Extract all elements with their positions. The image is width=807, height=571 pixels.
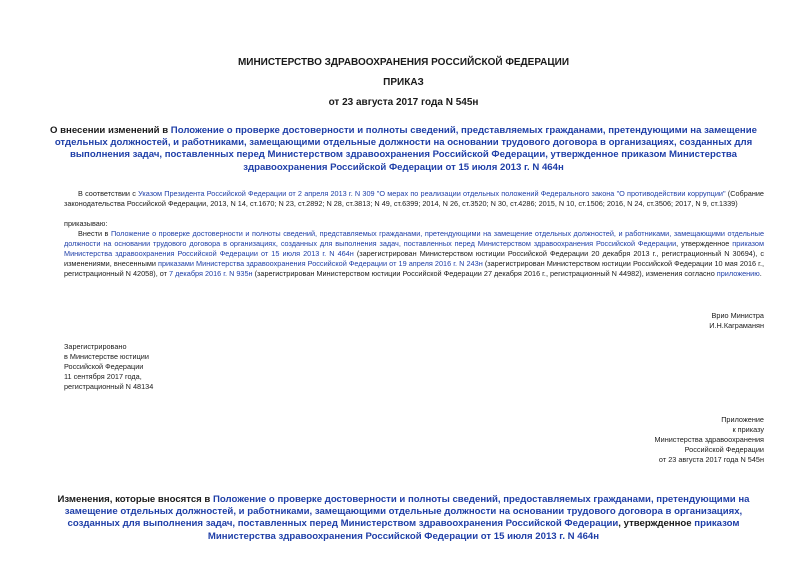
appendix-line: Российской Федерации: [684, 445, 764, 454]
order-text-1: , утвержденное: [676, 239, 733, 248]
ministry-heading: МИНИСТЕРСТВО ЗДРАВООХРАНЕНИЯ РОССИЙСКОЙ ФЕДЕРАЦИИ: [237, 57, 570, 68]
order-464n-link[interactable]: приказом Министерства здравоохранения Российской Федерации от 15 июля 2013 г. N 464н: [64, 239, 765, 258]
registration-line: регистрационный N 48134: [64, 382, 154, 391]
appendix-line: Приложение: [721, 415, 764, 424]
appendix-block: [655, 415, 764, 465]
order-title: [48, 125, 759, 174]
signatory-position: Врио Министра: [711, 311, 764, 320]
preamble-prefix: В соответствии с: [78, 189, 139, 198]
document-type: ПРИКАЗ: [383, 77, 424, 88]
registration-block: [64, 342, 153, 392]
registration-line: 11 сентября 2017 года,: [64, 372, 142, 381]
order-text-3: (зарегистрирован Министерством юстиции Российской Федерации 10 мая 2016 г., регистрационный N 42058), от: [64, 259, 764, 278]
appendix-line: Министерства здравоохранения: [654, 435, 764, 444]
title-prefix: О внесении изменений в: [50, 125, 171, 136]
regulation-link-3[interactable]: Положение о проверке достоверности и полноты сведений, предоставляемых гражданами, претендующими на замещение отдельных должностей, и работниками, замещающими отдельные должности на основании трудового договора в организациях, созданных для выполнения задач, поставленных перед Министерством здравоохранения Российской Федерации: [64, 494, 750, 530]
order-464n-link-2[interactable]: приказом Министерства здравоохранения Российской Федерации от 15 июля 2013 г. N 464н: [207, 518, 740, 542]
appendix-link[interactable]: приложению: [716, 269, 760, 278]
order-keyword: приказываю:: [64, 219, 108, 228]
preamble-suffix: (Собрание законодательства Российской Федерации, 2013, N 14, ст.1670; N 23, ст.2892; N 28, ст.3813; N 49, ст.6399; 2014, N 26, ст.3520; N 30, ст.4286; 2015, N 10, ст.1506; 2016, N 24, ст.3506; 2017, N 9, ст.1339): [64, 189, 764, 208]
signatory-name: И.Н.Каграманян: [709, 321, 764, 330]
order-date-number: от 23 августа 2017 года N 545н: [328, 97, 479, 108]
appendix-line: к приказу: [732, 425, 764, 434]
registration-line: Зарегистрировано: [64, 342, 127, 351]
order-243n-link[interactable]: приказами Министерства здравоохранения Российской Федерации от 19 апреля 2016 г. N 243н: [158, 259, 483, 268]
order-text-end: .: [759, 269, 762, 278]
preamble-paragraph: [64, 189, 764, 209]
presidential-decree-link[interactable]: Указом Президента Российской Федерации от 2 апреля 2013 г. N 309 "О мерах по реализации отдельных положений Федерального закона "О противодействии коррупции": [138, 189, 726, 198]
registration-line: Российской Федерации: [64, 362, 144, 371]
order-text-4: (зарегистрирован Министерством юстиции Российской Федерации 27 декабря 2016 г., регистрационный N 44982), изменения согласно: [252, 269, 717, 278]
order-paragraph: [64, 229, 764, 279]
regulation-link-2[interactable]: Положение о проверке достоверности и полноты сведений, представляемых гражданами, претендующими на замещение отдельных должностей, и работниками, замещающими отдельные должности на основании трудового договора в организациях, созданных для выполнения задач, поставленных перед Министерством здравоохранения Российской Федерации: [64, 229, 765, 248]
order-text-2: (зарегистрирован Министерством юстиции Российской Федерации 20 декабря 2013 г., регистрационный N 30694), с изменениями, внесенными: [64, 249, 764, 268]
appendix-title-mid: , утвержденное: [618, 518, 695, 530]
appendix-title: [48, 494, 759, 543]
order-935n-link[interactable]: 7 декабря 2016 г. N 935н: [169, 269, 253, 278]
appendix-title-prefix: Изменения, которые вносятся в: [57, 494, 213, 505]
signature-block: [709, 311, 764, 331]
regulation-link[interactable]: Положение о проверке достоверности и полноты сведений, представляемых гражданами, претендующими на замещение отдельных должностей, и работниками, замещающими отдельные должности на основании трудового договора в организациях, созданных для выполнения задач, поставленных перед Министерством здравоохранения Российской Федерации, утвержденное приказом Министерства здравоохранения Российской Федерации от 15 июля 2013 г. N 464н: [54, 125, 757, 173]
appendix-line: от 23 августа 2017 года N 545н: [658, 455, 764, 464]
order-prefix: Внести в: [78, 229, 111, 238]
registration-line: в Министерстве юстиции: [64, 352, 149, 361]
